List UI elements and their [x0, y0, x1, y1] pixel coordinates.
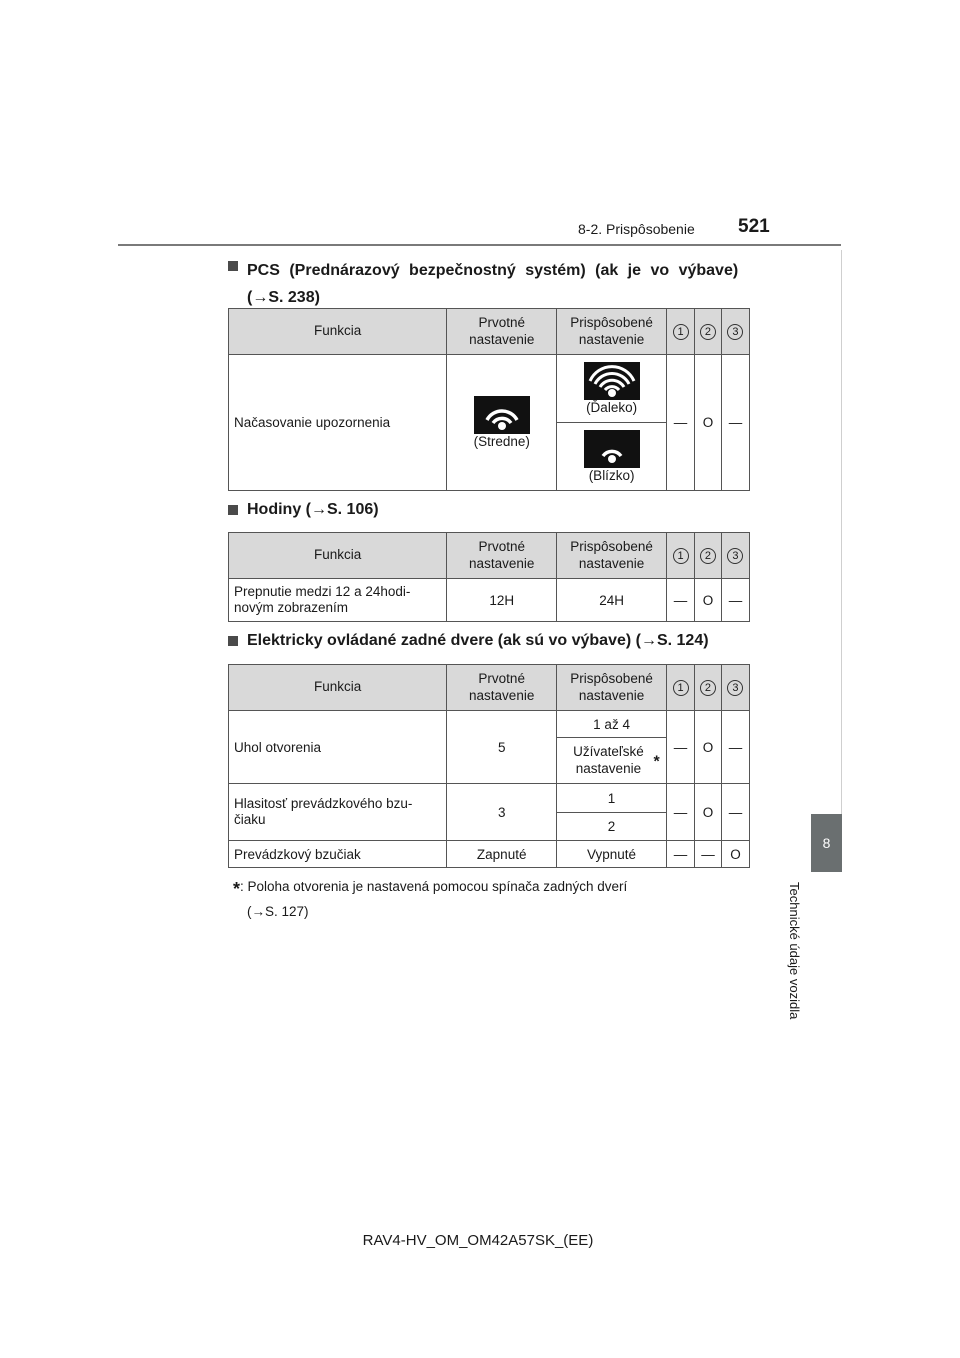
- pcs-mark-2: O: [695, 355, 722, 491]
- header-divider: [118, 244, 841, 246]
- clock-mark-1: —: [667, 579, 695, 622]
- pcs-option-far: [557, 355, 667, 423]
- pcs-option-near: [557, 423, 667, 491]
- clock-function: Prepnutie medzi 12 a 24hodi- novým zobrazením: [229, 579, 447, 622]
- signal-near-icon: [584, 430, 640, 468]
- section-title-text: Elektricky ovládané zadné dvere (ak sú vo výbave) (→S. 124): [247, 632, 709, 649]
- bullet-icon: [228, 505, 238, 515]
- door-angle-mark-1: —: [667, 711, 695, 784]
- document-code: RAV4-HV_OM_OM42A57SK_(EE): [362, 1232, 594, 1249]
- buzzer-volume-mark-2: O: [695, 784, 722, 841]
- pcs-mark-1: —: [667, 355, 695, 491]
- clock-mark-3: —: [721, 579, 749, 622]
- buzzer-volume-mark-1: —: [667, 784, 695, 841]
- col-custom: Prispôsobené nastavenie: [557, 533, 667, 579]
- pcs-table: [228, 308, 750, 491]
- clock-custom: 24H: [557, 579, 667, 622]
- num-2: 2: [700, 324, 716, 340]
- bullet-icon: [228, 636, 238, 646]
- col-default: Prvotné nastavenie: [447, 309, 557, 355]
- buzzer-custom: Vypnuté: [557, 841, 667, 868]
- footnote-marker: *: [233, 879, 241, 899]
- section-title-clock: [228, 501, 379, 519]
- buzzer-mark-1: —: [667, 841, 695, 868]
- buzzer-volume-mark-3: —: [721, 784, 749, 841]
- section-ref: (→S. 238): [247, 289, 320, 306]
- section-title-text: PCS (Prednárazový bezpečnostný systém) (ak je vo výbave): [247, 262, 739, 279]
- footnote: [233, 876, 627, 922]
- buzzer-default: Zapnuté: [447, 841, 557, 868]
- num-2: 2: [700, 548, 716, 564]
- buzzer-volume-option-1: 1: [557, 784, 667, 813]
- col-custom: Prispôsobené nastavenie: [557, 665, 667, 711]
- num-2: 2: [700, 680, 716, 696]
- section-title-text: Hodiny (→S. 106): [247, 501, 379, 518]
- pcs-option-near-label: (Blízko): [588, 468, 635, 483]
- num-1: 1: [673, 548, 689, 564]
- door-angle-mark-2: O: [695, 711, 722, 784]
- pcs-mark-3: —: [721, 355, 749, 491]
- door-angle-option-2: [557, 738, 667, 784]
- num-1: 1: [673, 324, 689, 340]
- col-default: Prvotné nastavenie: [447, 665, 557, 711]
- col-default: Prvotné nastavenie: [447, 533, 557, 579]
- buzzer-volume-function: Hlasitosť prevádzkového bzu- čiaku: [229, 784, 447, 841]
- num-3: 3: [727, 548, 743, 564]
- door-angle-mark-3: —: [721, 711, 749, 784]
- door-angle-default: 5: [447, 711, 557, 784]
- col-funkcia: Funkcia: [229, 309, 447, 355]
- buzzer-volume-option-2: 2: [557, 813, 667, 841]
- door-angle-option-2-label: Užívateľské nastavenie: [573, 744, 644, 776]
- buzzer-volume-default: 3: [447, 784, 557, 841]
- pcs-function: Načasovanie upozornenia: [229, 355, 447, 491]
- col-custom: Prispôsobené nastavenie: [557, 309, 667, 355]
- chapter-tab: 8: [811, 814, 842, 872]
- num-3: 3: [727, 680, 743, 696]
- chapter-title: Technické údaje vozidla: [787, 882, 802, 1020]
- col-funkcia: Funkcia: [229, 533, 447, 579]
- buzzer-mark-3: O: [721, 841, 749, 868]
- num-1: 1: [673, 680, 689, 696]
- asterisk-mark: *: [653, 754, 660, 771]
- num-3: 3: [727, 324, 743, 340]
- clock-default: 12H: [447, 579, 557, 622]
- buzzer-mark-2: —: [695, 841, 722, 868]
- pcs-default-cell: [447, 355, 557, 491]
- buzzer-function: Prevádzkový bzučiak: [229, 841, 447, 868]
- section-title-pcs: [228, 257, 748, 311]
- door-angle-function: Uhol otvorenia: [229, 711, 447, 784]
- footnote-text: : Poloha otvorenia je nastavená pomocou spínača zadných dverí: [240, 879, 628, 894]
- signal-far-icon: [584, 362, 640, 400]
- door-angle-option-1: 1 až 4: [557, 711, 667, 738]
- footnote-ref: (→S. 127): [247, 904, 309, 920]
- pcs-default-label: (Stredne): [473, 434, 530, 449]
- clock-mark-2: O: [695, 579, 722, 622]
- section-header: 8-2. Prispôsobenie: [578, 221, 695, 237]
- pcs-option-far-label: (Ďaleko): [586, 400, 638, 415]
- col-funkcia: Funkcia: [229, 665, 447, 711]
- clock-table: [228, 532, 750, 622]
- signal-medium-icon: [474, 396, 530, 434]
- bullet-icon: [228, 261, 238, 271]
- section-title-door: [228, 632, 709, 650]
- page-number: 521: [738, 216, 770, 237]
- side-divider: [841, 250, 842, 815]
- door-table: [228, 664, 750, 868]
